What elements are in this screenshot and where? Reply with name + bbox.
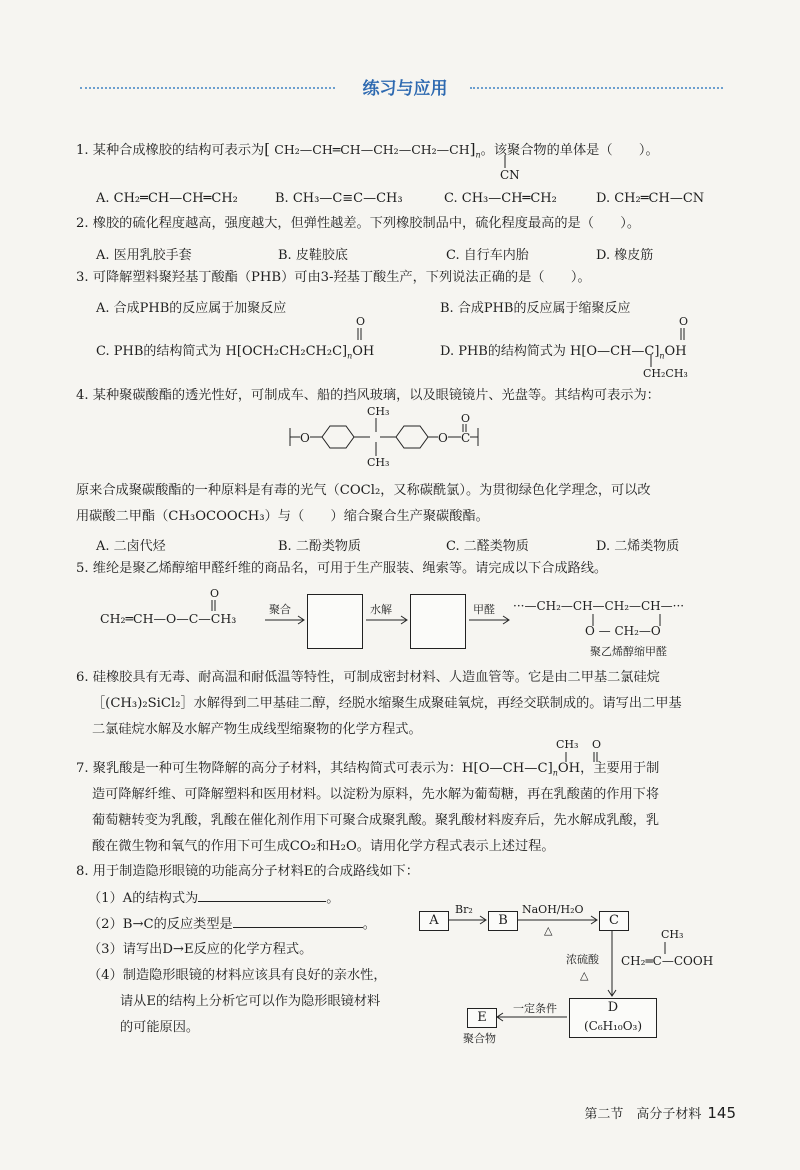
- q5-product-bottom: O — CH₂—O: [585, 624, 661, 638]
- footer-section: 第二节 高分子材料: [584, 1107, 702, 1122]
- q3-c-formula: OCH₂CH₂CH₂C: [241, 344, 343, 359]
- q7-line-3: 葡萄糖转变为乳酸，乳酸在催化剂作用下可聚合成聚乳酸。聚乳酸材料废弃后，先水解成乳酸，乳: [92, 813, 660, 828]
- q7-line-4: 酸在微生物和氧气的作用下可生成CO₂和H₂O。请用化学方程式表示上述过程。: [92, 839, 555, 854]
- node-a: A: [419, 911, 449, 931]
- q4-o-left: O: [300, 431, 310, 445]
- q3-d-bracket-r: ]: [654, 344, 660, 359]
- node-d-formula: (C₆H₁₀O₃): [583, 1019, 643, 1033]
- q5-product: ···—CH₂—CH—CH₂—CH—···: [513, 599, 685, 613]
- cond-label: 一定条件: [513, 1002, 557, 1015]
- q1-bracket-right: ]: [469, 140, 476, 158]
- q3-d-o: O: [679, 315, 689, 328]
- q4-ch3-bottom: CH₃: [367, 456, 390, 469]
- q3-c-bracket-r: ]: [342, 344, 348, 359]
- br2-label: Br₂: [455, 903, 473, 916]
- q7-formula: O—CH—C: [478, 761, 548, 776]
- q3-d-ethyl: CH₂CH₃: [643, 367, 688, 380]
- q5-product-name: 聚乙烯醇缩甲醛: [590, 645, 667, 658]
- h2so4-label: 浓硫酸: [566, 953, 599, 966]
- naoh-label: NaOH/H₂O: [522, 903, 584, 916]
- q5-start-monomer: CH₂═CH—O—C—CH₃: [100, 611, 237, 626]
- q1-option-d: D. CH₂═CH—CN: [596, 191, 705, 206]
- q3-c-label: C. PHB的结构简式为 H: [96, 344, 237, 359]
- polymer-label: 聚合物: [463, 1032, 496, 1045]
- q4-ring-1: [322, 426, 354, 448]
- page-footer: [584, 1103, 736, 1122]
- q1-option-c: C. CH₃—CH═CH₂: [444, 191, 557, 206]
- q7-line-1b: OH，主要用于制: [557, 761, 660, 776]
- question-5: 5. 维纶是聚乙烯醇缩甲醛纤维的商品名，可用于生产服装、绳索等。请完成以下合成路线。: [76, 561, 608, 576]
- q3-option-d: D. PHB的结构简式为 $H[O—CH—C]_nOH$: [440, 344, 687, 361]
- q4-ring-2: [396, 426, 428, 448]
- acid-formula: CH₂═C—COOH: [621, 954, 714, 968]
- q4-c-carbonyl: C: [461, 431, 471, 445]
- q5-o-top: O: [210, 587, 220, 600]
- q4-o-top: O: [461, 412, 471, 425]
- q1-option-b: B. CH₃—C≡C—CH₃: [275, 191, 403, 206]
- q1-cn: CN: [500, 168, 520, 182]
- q6-line-1: 6. 硅橡胶具有无毒、耐高温和耐低温等特性，可制成密封材料、人造血管等。它是由二甲基二氯硅烷: [76, 670, 660, 685]
- q4-option-b: B. 二酚类物质: [278, 539, 361, 554]
- q8-sub-4-line-2: 请从E的结构上分析它可以作为隐形眼镜材料: [120, 994, 381, 1009]
- q8-sub-1-text: （1）A的结构式为: [88, 891, 199, 906]
- q2-option-a: A. 医用乳胶手套: [96, 248, 192, 263]
- page-title: 练习与应用: [362, 79, 448, 99]
- q7-ch3: CH₃: [556, 738, 579, 751]
- q7-line-2: 造可降解纤维、可降解塑料和医用材料。以淀粉为原料，先水解为葡萄糖，再在乳酸菌的作用下将: [92, 787, 660, 802]
- q5-step3-label: 甲醛: [473, 603, 495, 616]
- q4-paragraph-2: 用碳酸二甲酯（CH₃OCOOCH₃）与（ ）缩合聚合生产聚碳酸酯。: [76, 509, 489, 524]
- q8-sub-1-period: 。: [326, 891, 340, 906]
- q3-c-oh: OH: [352, 344, 375, 359]
- q3-d-formula: O—CH—C: [586, 344, 655, 359]
- acid-ch3: CH₃: [661, 928, 684, 941]
- q3-c-o: O: [356, 315, 366, 328]
- q1-option-a: A. CH₂═CH—CH═CH₂: [96, 191, 238, 206]
- q7-line-1: 7. 聚乳酸是一种可生物降解的高分子材料，其结构简式可表示为：$H[O—CH—C]_nOH$，主要用于制: [76, 761, 660, 778]
- q7-bracket-l: [: [473, 761, 479, 776]
- question-2: 2. 橡胶的硫化程度越高，强度越大，但弹性越差。下列橡胶制品中，硫化程度最高的是（ ）。: [76, 216, 641, 231]
- q4-paragraph-1: 原来合成聚碳酸酯的一种原料是有毒的光气（COCl₂，又称碳酰氯）。为贯彻绿色化学理念，可以改: [76, 483, 651, 498]
- q3-d-label: D. PHB的结构简式为 H: [440, 344, 582, 359]
- node-b: B: [488, 911, 518, 931]
- node-e: E: [467, 1008, 497, 1028]
- q4-option-a: A. 二卤代烃: [96, 539, 166, 554]
- node-d-label: D: [607, 1000, 619, 1015]
- q3-option-c: C. PHB的结构简式为 $H[OCH_2CH_2CH_2C]_nOH$: [96, 344, 375, 361]
- q7-bracket-r: ]: [547, 761, 553, 776]
- q3-c-bracket-l: [: [236, 344, 242, 359]
- q3-d-oh: OH: [664, 344, 687, 359]
- q2-option-b: B. 皮鞋胶底: [278, 248, 348, 263]
- q1-n: n: [475, 150, 481, 160]
- q6-line-3: 二氯硅烷水解及水解产物生成线型缩聚物的化学方程式。: [92, 722, 422, 737]
- q4-option-c: C. 二醛类物质: [446, 539, 529, 554]
- delta-label-1: △: [544, 924, 553, 937]
- q4-o-right: O: [438, 431, 448, 445]
- question-4: 4. 某种聚碳酸酯的透光性好，可制成车、船的挡风玻璃，以及眼镜镜片、光盘等。其结构可表示为：: [76, 388, 660, 403]
- q6-line-2: ［(CH₃)₂SiCl₂］水解得到二甲基硅二醇，经脱水缩聚生成聚硅氧烷，再经交联制成的。请写出二甲基: [92, 696, 682, 711]
- q5-step2-label: 水解: [370, 603, 392, 616]
- q4-ch3-top: CH₃: [367, 405, 390, 418]
- node-c: C: [599, 911, 629, 931]
- page-number: 145: [707, 1104, 736, 1122]
- q5-step1-label: 聚合: [269, 603, 291, 616]
- q3-d-bracket-l: [: [581, 344, 587, 359]
- q8-sub-2-period: 。: [362, 917, 376, 932]
- q3-option-b: B. 合成PHB的反应属于缩聚反应: [440, 301, 631, 316]
- q1-text: 1. 某种合成橡胶的结构可表示为: [76, 143, 265, 158]
- q4-option-d: D. 二烯类物质: [596, 539, 680, 554]
- q2-option-c: C. 自行车内胎: [446, 248, 529, 263]
- q7-o: O: [592, 738, 602, 751]
- q8-sub-3: （3）请写出D→E反应的化学方程式。: [88, 942, 313, 957]
- q8-sub-2-text: （2）B→C的反应类型是: [88, 917, 233, 932]
- q1-tail: 。该聚合物的单体是（ ）。: [480, 143, 659, 158]
- question-3: 3. 可降解塑料聚羟基丁酸酯（PHB）可由3-羟基丁酸生产，下列说法正确的是（ ）。: [76, 270, 591, 285]
- question-8: 8. 用于制造隐形眼镜的功能高分子材料E的合成路线如下：: [76, 864, 419, 879]
- delta-label-2: △: [580, 969, 589, 982]
- q1-bracket-left: [: [264, 140, 271, 158]
- q8-sub-4-line-3: 的可能原因。: [120, 1020, 200, 1035]
- q2-option-d: D. 橡皮筋: [596, 248, 654, 263]
- q3-option-a: A. 合成PHB的反应属于加聚反应: [96, 301, 287, 316]
- q1-formula: CH₂—CH═CH—CH₂—CH₂—CH: [274, 142, 470, 157]
- q7-line-1a: 7. 聚乳酸是一种可生物降解的高分子材料，其结构简式可表示为：H: [76, 761, 474, 776]
- q8-sub-4-line-1: （4）制造隐形眼镜的材料应该具有良好的亲水性，: [88, 968, 387, 983]
